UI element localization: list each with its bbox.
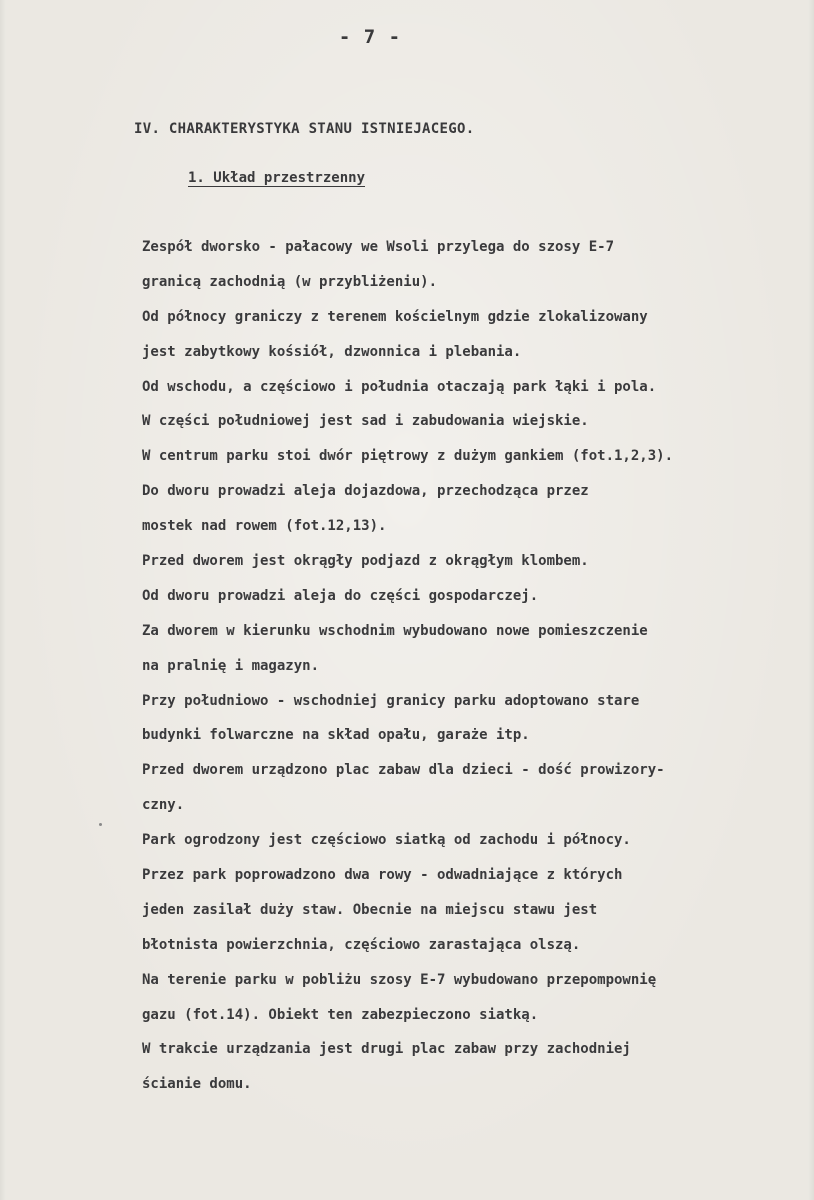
body-line: jest zabytkowy kośsiół, dzwonnica i plebania.	[142, 343, 522, 360]
body-line: Od wschodu, a częściowo i południa otaczają park łąki i pola.	[142, 378, 657, 395]
body-text	[142, 230, 802, 1102]
body-line: Za dworem w kierunku wschodnim wybudowano nowe pomieszczenie	[142, 622, 648, 639]
body-line: Przed dworem jest okrągły podjazd z okrągłym klombem.	[142, 553, 589, 570]
body-line: W centrum parku stoi dwór piętrowy z dużym gankiem (fot.1,2,3).	[142, 448, 674, 465]
body-line: Przy południowo - wschodniej granicy parku adoptowano stare	[142, 692, 640, 709]
body-line: jeden zasilał duży staw. Obecnie na miejscu stawu jest	[142, 901, 598, 918]
body-line: budynki folwarczne na skład opału, garaże itp.	[142, 727, 530, 744]
section-heading: IV. CHARAKTERYSTYKA STANU ISTNIEJACEGO.	[134, 121, 475, 137]
body-line: gazu (fot.14). Obiekt ten zabezpieczono siatką.	[142, 1006, 539, 1023]
body-line: błotnista powierzchnia, częściowo zarastająca olszą.	[142, 936, 581, 953]
body-line: granicą zachodnią (w przybliżeniu).	[142, 273, 438, 290]
body-line: W części południowej jest sad i zabudowania wiejskie.	[142, 413, 589, 430]
body-line: Na terenie parku w pobliżu szosy E-7 wybudowano przepompownię	[142, 971, 657, 988]
body-line: ścianie domu.	[142, 1076, 252, 1093]
body-line: na pralnię i magazyn.	[142, 657, 320, 674]
body-line: Do dworu prowadzi aleja dojazdowa, przechodząca przez	[142, 483, 589, 500]
body-line: mostek nad rowem (fot.12,13).	[142, 518, 387, 535]
body-line: Przez park poprowadzono dwa rowy - odwadniające z których	[142, 867, 623, 884]
body-line: Od północy graniczy z terenem kościelnym gdzie zlokalizowany	[142, 308, 648, 325]
body-line: czny.	[142, 797, 185, 814]
body-line: W trakcie urządzania jest drugi plac zabaw przy zachodniej	[142, 1041, 631, 1058]
body-line: Zespół dworsko - pałacowy we Wsoli przylega do szosy E-7	[142, 239, 615, 255]
page-number: - 7 -	[338, 26, 402, 48]
body-line: Od dworu prowadzi aleja do części gospodarczej.	[142, 587, 539, 604]
body-line: Park ogrodzony jest częściowo siatką od zachodu i północy.	[142, 832, 631, 849]
paper-speck	[99, 823, 102, 826]
body-line: Przed dworem urządzono plac zabaw dla dzieci - dość prowizory-	[142, 762, 665, 779]
subsection-heading: 1. Układ przestrzenny	[188, 170, 366, 186]
